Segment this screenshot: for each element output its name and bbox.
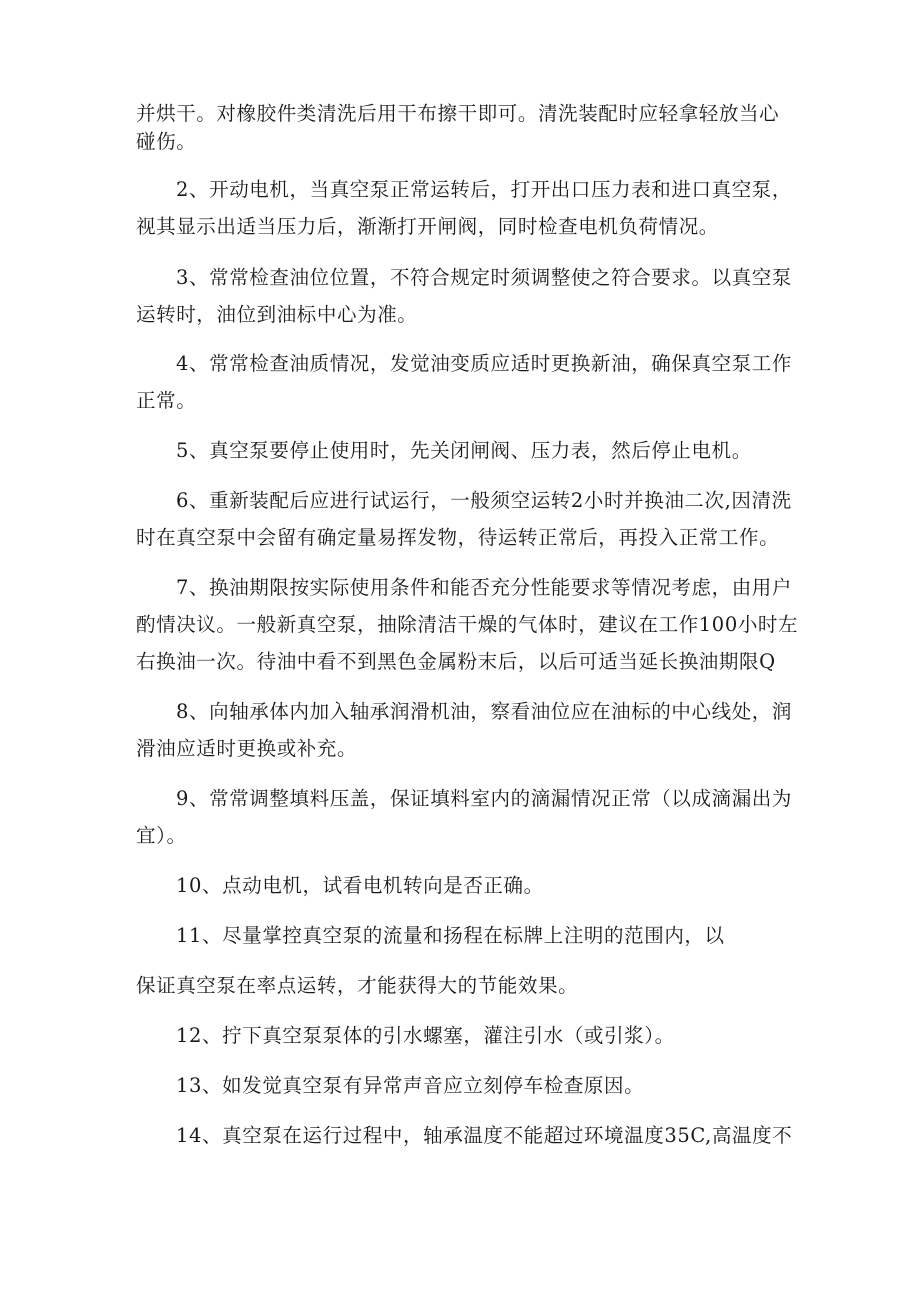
- text-line: 宜）。: [136, 824, 187, 847]
- text-line: 3、常常检查油位位置，不符合规定时须调整使之符合要求。以真空泵: [176, 266, 793, 289]
- text-line: 右换油一次。待油中看不到黑色金属粉末后，以后可适当延长换油期限Q: [136, 650, 776, 673]
- text-line: 碰伤。: [136, 130, 197, 153]
- text-line: 运转时，油位到油标中心为准。: [136, 303, 418, 326]
- text-line: 视其显示出适当压力后，渐渐打开闸阀，同时检查电机负荷情况。: [136, 215, 719, 238]
- text-line: 13、如发觉真空泵有异常声音应立刻停车检查原因。: [176, 1074, 645, 1097]
- text-line: 2、开动电机，当真空泵正常运转后，打开出口压力表和进口真空泵，: [176, 178, 793, 201]
- text-line: 正常。: [136, 389, 197, 412]
- text-line: 6、重新装配后应进行试运行，一般须空运转2小时并换油二次,因清洗: [176, 489, 792, 512]
- text-line: 并烘干。对橡胶件类清洗后用干布擦干即可。清洗装配时应轻拿轻放当心: [136, 102, 780, 125]
- text-line: 10、点动电机，试看电机转向是否正确。: [176, 874, 544, 897]
- text-line: 12、拧下真空泵泵体的引水螺塞，灌注引水（或引浆）。: [176, 1024, 675, 1047]
- text-line: 11、尽量掌控真空泵的流量和扬程在标牌上注明的范围内，以: [176, 924, 725, 947]
- text-line: 滑油应适时更换或补充。: [136, 737, 358, 760]
- text-line: 时在真空泵中会留有确定量易挥发物，待运转正常后，再投入正常工作。: [136, 526, 780, 549]
- text-line: 保证真空泵在率点运转，才能获得大的节能效果。: [136, 974, 579, 997]
- text-line: 8、向轴承体内加入轴承润滑机油，察看油位应在油标的中心线处，润: [176, 700, 793, 723]
- text-line: 酌情决议。一般新真空泵，抽除清洁干燥的气体时，建议在工作100小时左: [136, 613, 799, 636]
- text-line: 14、真空泵在运行过程中，轴承温度不能超过环境温度35C,高温度不: [176, 1124, 793, 1147]
- text-line: 9、常常调整填料压盖，保证填料室内的滴漏情况正常（以成滴漏出为: [176, 787, 793, 810]
- text-line: 4、常常检查油质情况，发觉油变质应适时更换新油，确保真空泵工作: [176, 352, 793, 375]
- text-line: 7、换油期限按实际使用条件和能否充分性能要求等情况考虑，由用户: [176, 576, 793, 599]
- text-line: 5、真空泵要停止使用时，先关闭闸阀、压力表，然后停止电机。: [176, 439, 752, 462]
